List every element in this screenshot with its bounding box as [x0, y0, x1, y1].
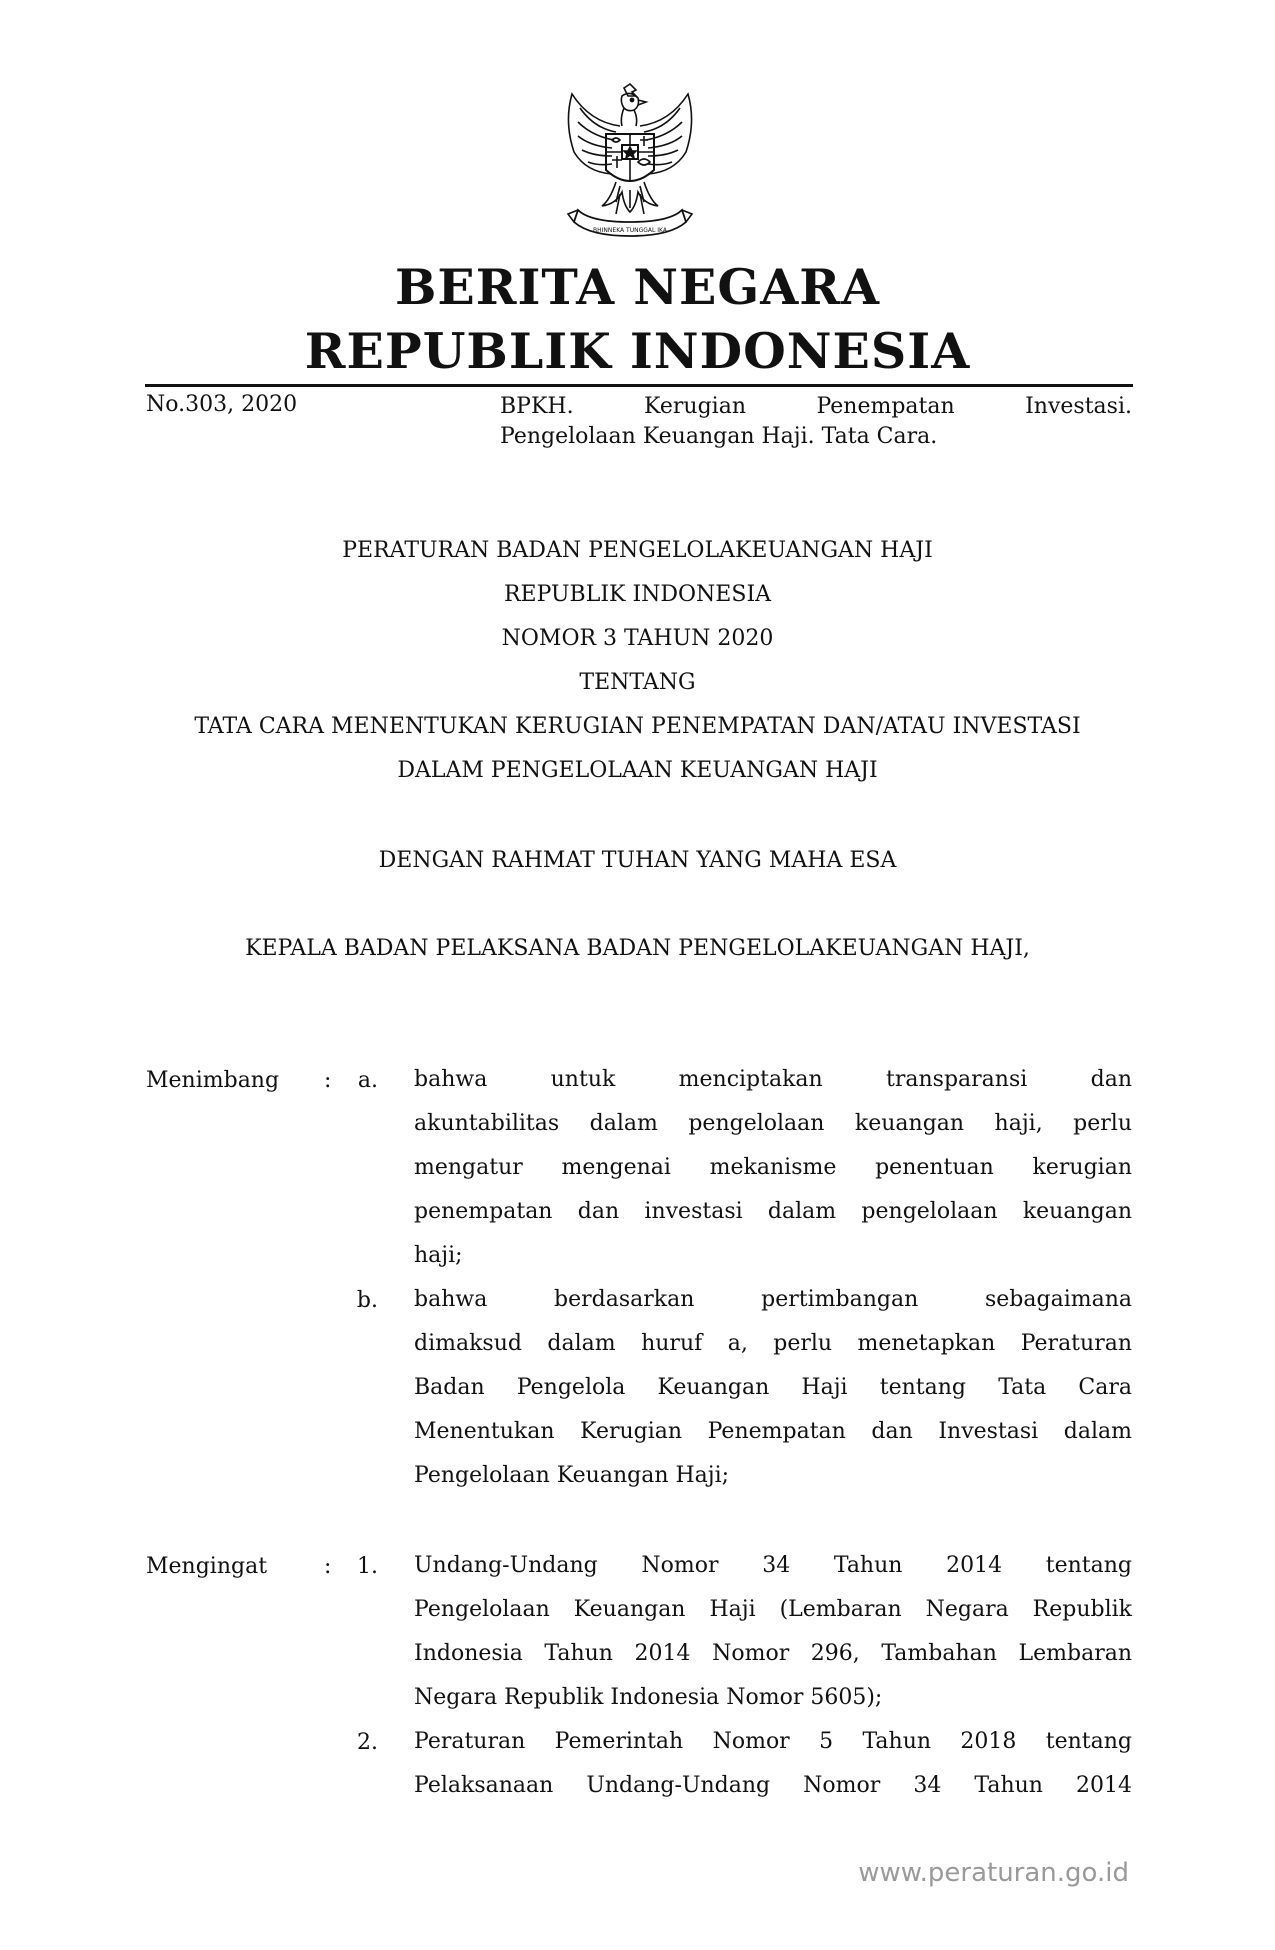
mengingat-colon: : [324, 1554, 332, 1579]
gazette-number: No.303, 2020 [146, 392, 298, 417]
gazette-subject [500, 392, 1132, 452]
menimbang-item-b [414, 1278, 1132, 1498]
text-line: Pelaksanaan Undang-Undang Nomor 34 Tahun 2014 [414, 1773, 1132, 1798]
source-watermark: www.peraturan.go.id [858, 1858, 1129, 1888]
garuda-pancasila-emblem-icon [550, 82, 710, 244]
mengingat-item-marker: 1. [357, 1554, 378, 1579]
text-line: Pengelolaan Keuangan Haji (Lembaran Negara Republik [414, 1597, 1132, 1622]
emblem-motto: BHINNEKA TUNGGAL IKA [593, 227, 667, 234]
masthead-line-2: REPUBLIK INDONESIA [304, 322, 971, 380]
text-line: Menentukan Kerugian Penempatan dan Investasi dalam [414, 1419, 1132, 1444]
text-line: haji; [414, 1243, 463, 1268]
menimbang-item-a [414, 1058, 1132, 1278]
mengingat-item-1 [414, 1544, 1132, 1720]
mengingat-label: Mengingat [146, 1554, 268, 1579]
text-line: mengatur mengenai mekanisme penentuan kerugian [414, 1155, 1132, 1180]
invocation: DENGAN RAHMAT TUHAN YANG MAHA ESA [378, 848, 897, 873]
regulation-title-line-3: NOMOR 3 TAHUN 2020 [501, 626, 774, 651]
gazette-subject-line-1: BPKH. Kerugian Penempatan Investasi. [500, 394, 1132, 419]
mengingat-item-marker: 2. [357, 1730, 378, 1755]
text-line: penempatan dan investasi dalam pengelolaan keuangan [414, 1199, 1132, 1224]
regulation-title-line-1: PERATURAN BADAN PENGELOLAKEUANGAN HAJI [342, 538, 933, 563]
text-line: bahwa untuk menciptakan transparansi dan [414, 1067, 1132, 1092]
text-line: bahwa berdasarkan pertimbangan sebagaimana [414, 1287, 1132, 1312]
gazette-subject-line-2: Pengelolaan Keuangan Haji. Tata Cara. [500, 424, 938, 449]
text-line: Pengelolaan Keuangan Haji; [414, 1463, 730, 1488]
menimbang-item-marker: b. [356, 1288, 378, 1313]
menimbang-label: Menimbang [146, 1068, 280, 1093]
text-line: Badan Pengelola Keuangan Haji tentang Tata Cara [414, 1375, 1132, 1400]
text-line: dimaksud dalam huruf a, perlu menetapkan Peraturan [414, 1331, 1132, 1356]
text-line: Peraturan Pemerintah Nomor 5 Tahun 2018 tentang [414, 1729, 1132, 1754]
menimbang-colon: : [324, 1068, 332, 1093]
text-line: Negara Republik Indonesia Nomor 5605); [414, 1685, 883, 1710]
masthead-line-1: BERITA NEGARA [394, 258, 880, 316]
text-line: akuntabilitas dalam pengelolaan keuangan haji, perlu [414, 1111, 1132, 1136]
regulation-title-line-4: TENTANG [579, 670, 696, 695]
regulation-title-line-6: DALAM PENGELOLAAN KEUANGAN HAJI [397, 758, 878, 783]
text-line: Undang-Undang Nomor 34 Tahun 2014 tentang [414, 1553, 1132, 1578]
regulation-title-line-2: REPUBLIK INDONESIA [503, 582, 772, 607]
mengingat-item-2 [414, 1720, 1132, 1808]
menimbang-item-marker: a. [357, 1068, 378, 1093]
masthead-divider [145, 384, 1133, 387]
regulation-title-line-5: TATA CARA MENENTUKAN KERUGIAN PENEMPATAN DAN/ATAU INVESTASI [194, 714, 1081, 739]
issuing-authority: KEPALA BADAN PELAKSANA BADAN PENGELOLAKEUANGAN HAJI, [245, 936, 1030, 961]
text-line: Indonesia Tahun 2014 Nomor 296, Tambahan Lembaran [414, 1641, 1132, 1666]
